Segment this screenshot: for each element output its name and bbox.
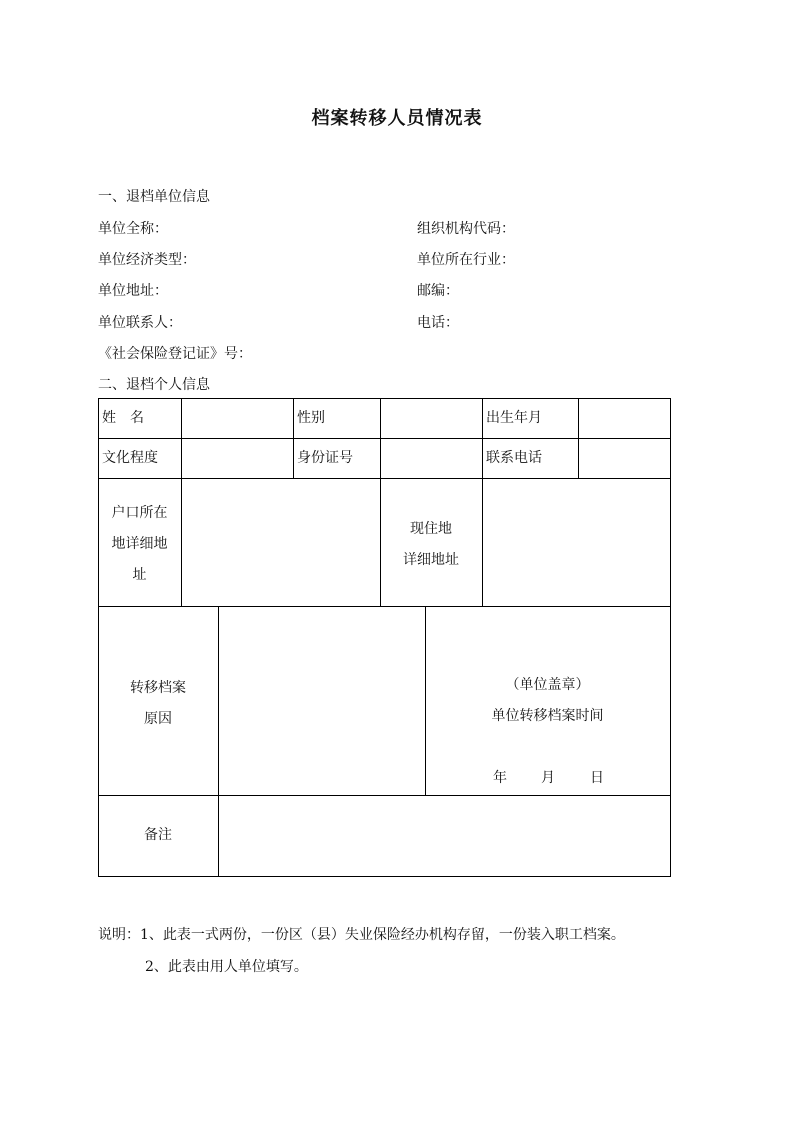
unit-contact-label: 单位联系人：: [98, 315, 182, 331]
section2-heading: 二、退档个人信息: [98, 377, 210, 393]
household-line-2: 地详细地: [111, 536, 168, 552]
page-title: 档案转移人员情况表: [311, 108, 483, 129]
economic-type-label: 单位经济类型：: [98, 252, 196, 268]
date-year: 年: [493, 770, 507, 786]
contact-phone-label: 联系电话: [486, 450, 542, 466]
unit-stamp-label: （单位盖章）: [505, 677, 590, 693]
unit-full-name-label: 单位全称：: [98, 221, 168, 237]
phone-label: 电话：: [417, 315, 459, 331]
unit-address-label: 单位地址：: [98, 283, 168, 299]
transfer-reason-label: [98, 673, 218, 735]
personal-info-table: [98, 398, 671, 877]
current-address-line-2: 详细地址: [403, 552, 459, 568]
household-line-1: 户口所在: [111, 505, 168, 521]
section1-heading: 一、退档单位信息: [98, 189, 210, 205]
education-label: 文化程度: [102, 450, 158, 466]
name-label: 姓 名: [102, 410, 144, 426]
postcode-label: 邮编：: [417, 283, 459, 299]
household-line-3: 址: [132, 567, 147, 583]
date-day: 日: [590, 770, 604, 786]
note-line-1: 说明：1、此表一式两份，一份区（县）失业保险经办机构存留，一份装入职工档案。: [98, 927, 625, 943]
remarks-label: 备注: [144, 827, 172, 843]
current-address-line-1: 现住地: [410, 521, 452, 537]
current-address-label: [380, 514, 482, 576]
note-line-2: 2、此表由用人单位填写。: [145, 959, 308, 975]
birth-date-label: 出生年月: [486, 410, 542, 426]
transfer-time-label: 单位转移档案时间: [491, 708, 604, 724]
household-address-label: [98, 498, 181, 591]
transfer-reason-line-2: 原因: [144, 711, 172, 727]
industry-label: 单位所在行业：: [417, 252, 515, 268]
gender-label: 性别: [297, 410, 325, 426]
org-code-label: 组织机构代码：: [417, 221, 515, 237]
insurance-cert-label: 《社会保险登记证》号：: [98, 346, 252, 362]
date-month: 月: [541, 770, 555, 786]
id-number-label: 身份证号: [297, 450, 353, 466]
transfer-reason-line-1: 转移档案: [130, 680, 186, 696]
